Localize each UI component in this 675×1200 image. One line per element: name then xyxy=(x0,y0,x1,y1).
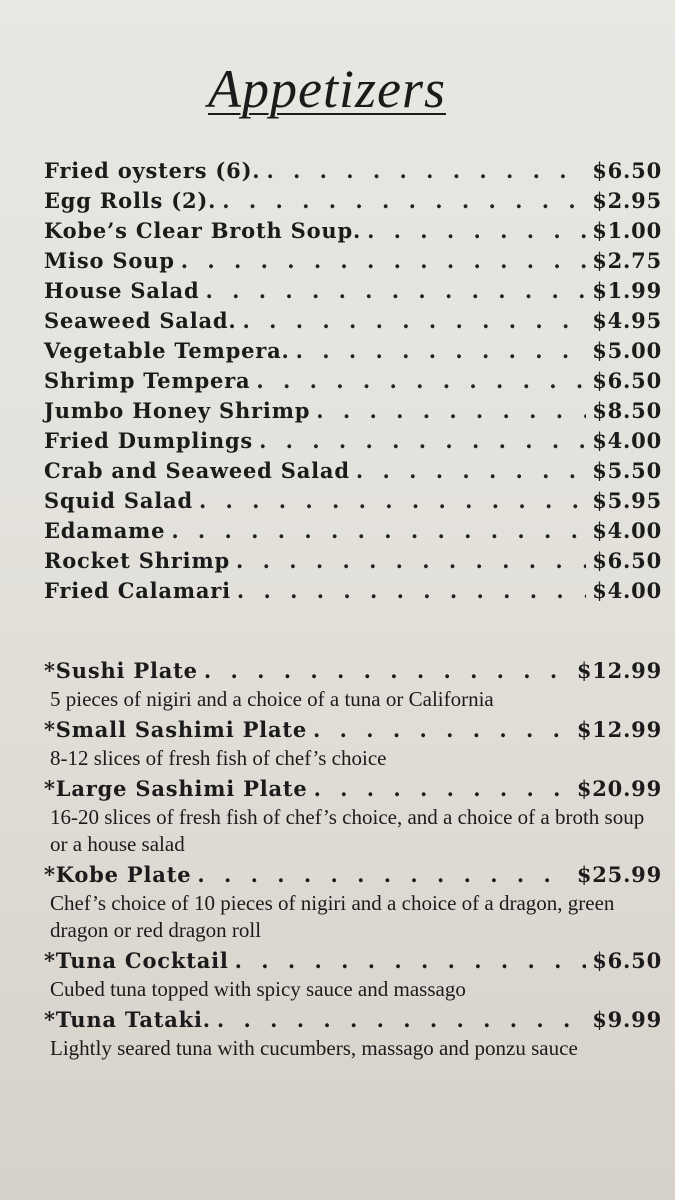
menu-item xyxy=(44,338,662,368)
plate-name: *Tuna Cocktail xyxy=(44,948,229,973)
dot-leader xyxy=(313,717,571,742)
plate-price: $12.99 xyxy=(576,717,662,742)
dot-leader xyxy=(356,458,586,483)
menu-item xyxy=(44,188,662,218)
item-price: $4.00 xyxy=(592,428,662,453)
dot-leader xyxy=(199,488,586,513)
plate-description: Cubed tuna topped with spicy sauce and massago xyxy=(50,977,466,1001)
dot-leader xyxy=(314,776,571,801)
item-name: Jumbo Honey Shrimp xyxy=(44,398,311,423)
item-price: $6.50 xyxy=(592,548,662,573)
plate-name: *Kobe Plate xyxy=(44,862,192,887)
item-name: Fried Calamari xyxy=(44,578,231,603)
item-name: Miso Soup xyxy=(44,248,175,273)
item-name: Crab and Seaweed Salad xyxy=(44,458,350,483)
menu-item xyxy=(44,278,662,308)
item-price: $2.95 xyxy=(592,188,662,213)
dot-leader xyxy=(197,862,570,887)
plate-description: Lightly seared tuna with cucumbers, massago and ponzu sauce xyxy=(50,1036,578,1060)
plate-price: $25.99 xyxy=(576,862,662,887)
item-name: Edamame xyxy=(44,518,166,543)
dot-leader xyxy=(236,548,586,573)
menu-item xyxy=(44,518,662,548)
item-price: $2.75 xyxy=(592,248,662,273)
plate-name: *Large Sashimi Plate xyxy=(44,776,308,801)
menu-item xyxy=(44,458,662,488)
menu-item xyxy=(44,428,662,458)
plate-list xyxy=(44,658,662,1066)
item-price: $4.95 xyxy=(592,308,662,333)
dot-leader xyxy=(171,518,586,543)
dot-leader xyxy=(296,338,587,363)
menu-item xyxy=(44,548,662,578)
appetizer-list xyxy=(44,158,662,608)
dot-leader xyxy=(316,398,586,423)
item-name: Squid Salad xyxy=(44,488,193,513)
plate-description: 8-12 slices of fresh fish of chef’s choice xyxy=(50,746,387,770)
dot-leader xyxy=(256,368,586,393)
dot-leader xyxy=(237,578,586,603)
item-price: $4.00 xyxy=(592,578,662,603)
plate-item xyxy=(44,948,662,1003)
dot-leader xyxy=(367,218,586,243)
dot-leader xyxy=(181,248,587,273)
item-price: $4.00 xyxy=(592,518,662,543)
item-price: $8.50 xyxy=(592,398,662,423)
plate-name: *Sushi Plate xyxy=(44,658,198,683)
plate-item xyxy=(44,717,662,772)
dot-leader xyxy=(204,658,571,683)
plate-description: Chef’s choice of 10 pieces of nigiri and a choice of a dragon, green dragon or red dragon roll xyxy=(50,891,615,942)
dot-leader xyxy=(222,188,586,213)
item-name: House Salad xyxy=(44,278,200,303)
plate-price: $6.50 xyxy=(592,948,662,973)
item-name: Egg Rolls (2). xyxy=(44,188,217,213)
plate-item xyxy=(44,776,662,858)
menu-item xyxy=(44,368,662,398)
plate-price: $20.99 xyxy=(576,776,662,801)
item-price: $5.00 xyxy=(592,338,662,363)
item-name: Kobe’s Clear Broth Soup. xyxy=(44,218,362,243)
menu-title: Appetizers xyxy=(208,59,446,119)
dot-leader xyxy=(266,158,586,183)
plate-item xyxy=(44,1007,662,1062)
item-name: Rocket Shrimp xyxy=(44,548,230,573)
item-price: $1.99 xyxy=(592,278,662,303)
dot-leader xyxy=(259,428,586,453)
plate-item xyxy=(44,862,662,944)
item-name: Vegetable Tempera. xyxy=(44,338,290,363)
dot-leader xyxy=(242,308,586,333)
dot-leader xyxy=(235,948,587,973)
menu-item xyxy=(44,398,662,428)
menu-item xyxy=(44,578,662,608)
plate-price: $9.99 xyxy=(592,1007,662,1032)
plate-name: *Tuna Tataki. xyxy=(44,1007,211,1032)
item-name: Shrimp Tempera xyxy=(44,368,251,393)
plate-item xyxy=(44,658,662,713)
item-price: $6.50 xyxy=(592,368,662,393)
plate-description: 5 pieces of nigiri and a choice of a tuna or California xyxy=(50,687,494,711)
item-price: $6.50 xyxy=(592,158,662,183)
plate-name: *Small Sashimi Plate xyxy=(44,717,308,742)
menu-item xyxy=(44,308,662,338)
item-price: $1.00 xyxy=(592,218,662,243)
plate-description: 16-20 slices of fresh fish of chef’s choice, and a choice of a broth soup or a house salad xyxy=(50,805,645,856)
menu-item xyxy=(44,488,662,518)
item-name: Seaweed Salad. xyxy=(44,308,237,333)
item-name: Fried Dumplings xyxy=(44,428,254,453)
item-price: $5.95 xyxy=(592,488,662,513)
menu-item xyxy=(44,158,662,188)
item-name: Fried oysters (6). xyxy=(44,158,261,183)
menu-item xyxy=(44,248,662,278)
menu-item xyxy=(44,218,662,248)
plate-price: $12.99 xyxy=(576,658,662,683)
dot-leader xyxy=(205,278,586,303)
dot-leader xyxy=(217,1007,586,1032)
item-price: $5.50 xyxy=(592,458,662,483)
